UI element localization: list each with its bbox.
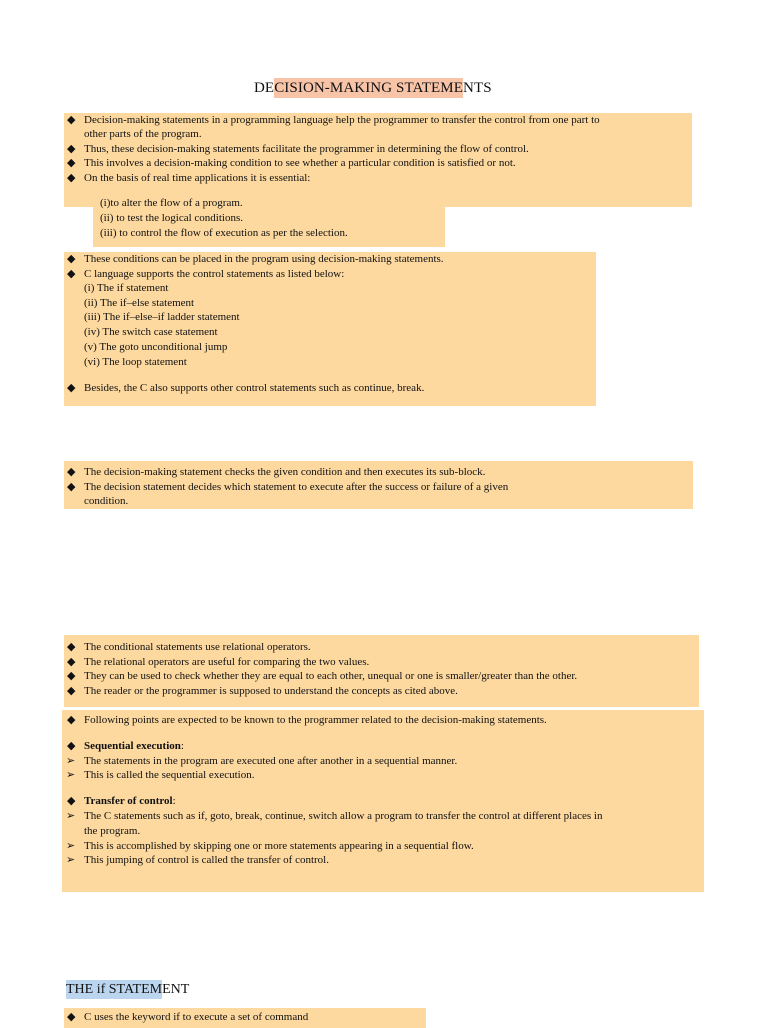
sequential-execution-heading: Sequential execution: [84,740,184,752]
heading-highlight: THE if STATEM [66,982,163,997]
block3-line-2: The decision statement decides which statement to execute after the success or failure of a given [84,481,509,493]
block1-sub-2: (ii) to test the logical conditions. [100,212,243,224]
bullet-diamond-icon: ◆ [67,114,76,126]
block2-line-last: Besides, the C also supports other control statements such as continue, break. [84,382,425,394]
bullet-diamond-icon: ◆ [67,641,76,653]
bullet-diamond-icon: ◆ [67,382,76,394]
bullet-diamond-icon: ◆ [67,268,76,280]
title-highlight: CISION-MAKING STATEME [274,80,464,96]
block2-list-1: (i) The if statement [84,282,169,294]
block1-line-3: Thus, these decision-making statements facilitate the programmer in determining the flow of control. [84,143,529,155]
bullet-diamond-icon: ◆ [67,481,76,493]
page-title: DECISION-MAKING STATEMENTS [254,80,492,96]
bullet-diamond-icon: ◆ [67,172,76,184]
block3-line-1: The decision-making statement checks the given condition and then executes its sub-block. [84,466,486,478]
block5-seq-line-1: The statements in the program are executed one after another in a sequential manner. [84,755,458,767]
bullet-diamond-icon: ◆ [67,685,76,697]
block1-line-2: other parts of the program. [84,128,202,140]
block2-list-3: (iii) The if–else–if ladder statement [84,311,240,323]
bullet-arrow-icon: ➢ [66,810,76,822]
block1-line-4: This involves a decision-making condition to see whether a particular condition is satisfied or not. [84,157,516,169]
block2-list-2: (ii) The if–else statement [84,297,195,309]
block4-line-4: The reader or the programmer is supposed to understand the concepts as cited above. [84,685,458,697]
bullet-diamond-icon: ◆ [67,656,76,668]
block1-line-1: Decision-making statements in a programming language help the programmer to transfer the control from one part to [84,114,600,126]
block5-intro: Following points are expected to be known to the programmer related to the decision-making statements. [84,714,547,726]
block2-line-2: C language supports the control statements as listed below: [84,268,345,280]
bullet-diamond-icon: ◆ [67,740,76,752]
bullet-diamond-icon: ◆ [67,670,76,682]
bullet-diamond-icon: ◆ [67,253,76,265]
block2-list-6: (vi) The loop statement [84,356,187,368]
block2-list-5: (v) The goto unconditional jump [84,341,228,353]
bullet-diamond-icon: ◆ [67,157,76,169]
bullet-arrow-icon: ➢ [66,755,76,767]
bullet-diamond-icon: ◆ [67,714,76,726]
block4-line-2: The relational operators are useful for comparing the two values. [84,656,370,668]
bullet-diamond-icon: ◆ [67,143,76,155]
transfer-of-control-heading: Transfer of control: [84,795,176,807]
bullet-arrow-icon: ➢ [66,769,76,781]
block2-line-1: These conditions can be placed in the program using decision-making statements. [84,253,444,265]
bullet-diamond-icon: ◆ [67,466,76,478]
if-statement-heading: THE if STATEMENT [66,982,190,997]
block5-tc-line-1: The C statements such as if, goto, break, continue, switch allow a program to transfer the control at different places in [84,810,603,822]
block5-tc-line-4: This jumping of control is called the transfer of control. [84,854,329,866]
bullet-diamond-icon: ◆ [67,1011,76,1023]
block1-sub-1: (i)to alter the flow of a program. [100,197,243,209]
block3-line-3: condition. [84,495,129,507]
bullet-diamond-icon: ◆ [67,795,76,807]
block1-line-5: On the basis of real time applications it is essential: [84,172,311,184]
block1-sub-3: (iii) to control the flow of execution as per the selection. [100,227,348,239]
block2-list-4: (iv) The switch case statement [84,326,218,338]
block4-line-1: The conditional statements use relational operators. [84,641,311,653]
section2-line-1: C uses the keyword if to execute a set of command [84,1011,309,1023]
block4-line-3: They can be used to check whether they are equal to each other, unequal or one is smaller/greater than the other. [84,670,578,682]
bullet-arrow-icon: ➢ [66,854,76,866]
block5-tc-line-2: the program. [84,825,141,837]
block5-tc-line-3: This is accomplished by skipping one or more statements appearing in a sequential flow. [84,840,474,852]
bullet-arrow-icon: ➢ [66,840,76,852]
block5-seq-line-2: This is called the sequential execution. [84,769,255,781]
